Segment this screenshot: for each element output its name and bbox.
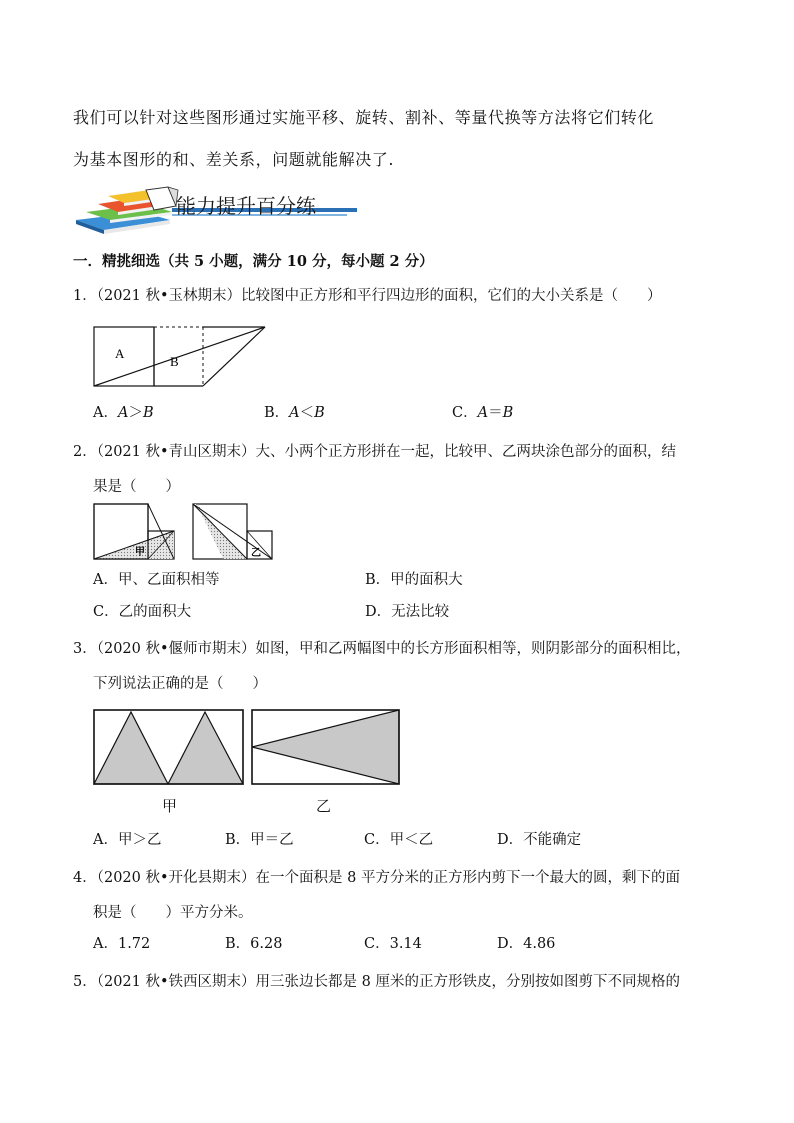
question-1-text: 1．（2021 秋•玉林期末）比较图中正方形和平行四边形的面积，它们的大小关系是（ ） [73,288,662,304]
question-2-figure [93,503,273,561]
q3-option-b[interactable]: B．甲＝乙 [225,832,294,848]
intro-line-2: 为基本图形的和、差关系，问题就能解决了. [73,150,395,169]
q2-option-c[interactable]: C．乙的面积大 [93,604,192,620]
q4-option-b[interactable]: B．6.28 [225,936,283,952]
question-1-figure [93,326,268,388]
q3-option-a[interactable]: A．甲＞乙 [93,832,162,848]
intro-line-1: 我们可以针对这些图形通过实施平移、旋转、割补、等量代换等方法将它们转化 [73,108,655,127]
q4-option-c[interactable]: C．3.14 [364,936,422,952]
q3-label-jia: 甲 [162,797,178,815]
q4-option-d[interactable]: D．4.86 [497,936,556,952]
section-title: 一．精挑细选（共 5 小题，满分 10 分，每小题 2 分） [73,253,434,270]
q1-label-a: A [115,346,125,361]
q1-option-c[interactable]: C．A＝B [452,405,514,421]
question-5-text-1: 5．（2021 秋•铁西区期末）用三张边长都是 8 厘米的正方形铁皮，分别按如图剪下不同规格的 [73,974,680,990]
banner-title: 能力提升百分练 [176,194,316,218]
q2-label-jia: 甲 [135,547,145,558]
question-3-text-1: 3．（2020 秋•偃师市期末）如图，甲和乙两幅图中的长方形面积相等，则阴影部分的面积相比， [73,641,691,657]
q2-label-yi: 乙 [251,548,261,559]
question-4-text-2: 积是（ ）平方分米。 [93,905,253,921]
q2-option-a[interactable]: A．甲、乙面积相等 [93,572,220,588]
q1-option-b[interactable]: B．A＜B [264,405,325,421]
q1-option-a[interactable]: A．A＞B [93,405,154,421]
q3-option-c[interactable]: C．甲＜乙 [364,832,434,848]
question-2-text-1: 2．（2021 秋•青山区期末）大、小两个正方形拼在一起，比较甲、乙两块涂色部分的面积，结 [73,444,677,460]
q3-option-d[interactable]: D．不能确定 [497,832,582,848]
question-4-text-1: 4．（2020 秋•开化县期末）在一个面积是 8 平方分米的正方形内剪下一个最大的圆，剩下的面 [73,870,680,886]
question-2-text-2: 果是（ ） [93,479,180,495]
q2-option-d[interactable]: D．无法比较 [365,604,450,620]
q3-label-yi: 乙 [316,797,332,815]
q2-option-b[interactable]: B．甲的面积大 [365,572,463,588]
q4-option-a[interactable]: A．1.72 [93,936,151,952]
question-3-text-2: 下列说法正确的是（ ） [93,676,267,692]
q1-label-b: B [170,354,179,369]
question-3-figure [93,708,403,786]
